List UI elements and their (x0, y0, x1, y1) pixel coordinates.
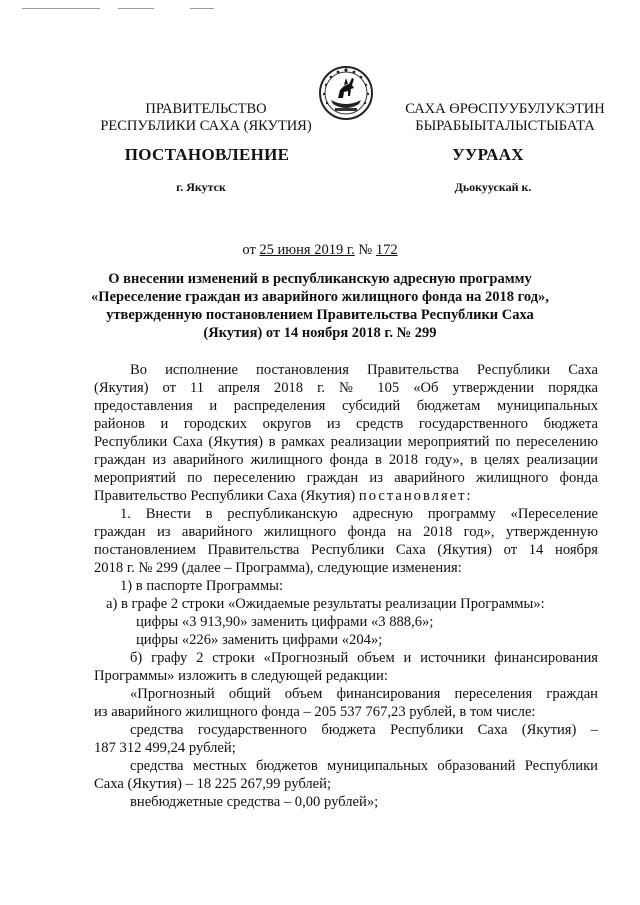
body-line: Программы» изложить в следующей редакции: (94, 668, 388, 684)
left-organization-name (78, 101, 334, 135)
body-line: Республики Саха (Якутия) в рамках реализации мероприятий по переселению (94, 434, 598, 450)
body-line: граждан из аварийного жилищного фонда на 2018 год», утвержденную (94, 524, 598, 540)
scan-artifact-line (22, 8, 100, 9)
date-prefix: от (242, 242, 260, 258)
scan-artifact-line (118, 8, 154, 9)
body-line: граждан из аварийного жилищного фонда в 2018 году», в целях реализации (94, 452, 598, 468)
city-yakut: Дьокуускай к. (454, 180, 532, 194)
body-line: а) в графе 2 строки «Ожидаемые результаты реализации Программы»: (106, 596, 545, 612)
subject-line: О внесении изменений в республиканскую адресную программу (108, 271, 532, 287)
subject-line: утвержденную постановлением Правительства Республики Саха (106, 307, 534, 323)
body-line: постановлением Правительства Республики Саха (Якутия) от 14 ноября (94, 542, 598, 558)
doc-type-yakut: УУРААХ (452, 145, 524, 164)
left-org-line: РЕСПУБЛИКИ САХА (ЯКУТИЯ) (100, 118, 312, 134)
body-line: б) графу 2 строки «Прогнозный объем и источники финансирования (130, 650, 598, 666)
body-line: 2018 г. № 299 (далее – Программа), следующие изменения: (94, 560, 462, 576)
right-org-line: САХА ӨРӨСПУУБУЛУКЭТИН (405, 101, 605, 117)
doc-type-russian: ПОСТАНОВЛЕНИЕ (124, 145, 290, 164)
body-line: 187 312 499,24 рублей; (94, 740, 236, 756)
body-line: районов и городских округов из средств государственного бюджета (94, 416, 598, 432)
document-subject (0, 270, 640, 342)
left-org-line: ПРАВИТЕЛЬСТВО (145, 101, 267, 117)
body-line: (Якутия) от 11 апреля 2018 г. № 105 «Об утверждении порядка (94, 380, 598, 396)
body-line: средства государственного бюджета Республики Саха (Якутия) – (130, 722, 598, 738)
city-russian: г. Якутск (176, 180, 226, 194)
body-line: цифры «3 913,90» заменить цифрами «3 888,6»; (136, 614, 434, 630)
right-org-line: БЫРАБЫЫТАЛЫСТЫБАТА (415, 118, 595, 134)
body-line: из аварийного жилищного фонда – 205 537 767,23 рублей, в том числе: (94, 704, 536, 720)
document-date: 25 июня 2019 г. (259, 242, 355, 258)
body-line: 1. Внести в республиканскую адресную программу «Переселение (120, 506, 598, 522)
subject-line: «Переселение граждан из аварийного жилищного фонда на 2018 год», (91, 289, 549, 305)
body-line: мероприятий по переселению граждан из аварийного жилищного фонда (94, 470, 598, 486)
body-line (94, 487, 598, 505)
coat-of-arms-emblem (318, 64, 374, 122)
right-organization-name (378, 101, 632, 135)
number-prefix: № (354, 242, 376, 258)
decree-word: постановляет: (358, 488, 473, 504)
document-body (94, 361, 598, 811)
body-line: цифры «226» заменить цифрами «204»; (136, 632, 383, 648)
body-line: 1) в паспорте Программы: (120, 578, 284, 594)
subject-line: (Якутия) от 14 ноября 2018 г. № 299 (203, 325, 437, 341)
government-name: Правительство Республики Саха (Якутия) (94, 488, 356, 504)
document-date-number (0, 242, 640, 259)
coat-of-arms-icon (318, 64, 374, 122)
body-line: Во исполнение постановления Правительства Республики Саха (130, 362, 598, 378)
document-number: 172 (375, 242, 398, 258)
body-line: «Прогнозный общий объем финансирования переселения граждан (130, 686, 598, 702)
body-line: предоставления и распределения субсидий бюджетам муниципальных (94, 398, 598, 414)
body-line: средства местных бюджетов муниципальных образований Республики (130, 758, 598, 774)
body-line: Саха (Якутия) – 18 225 267,99 рублей; (94, 776, 332, 792)
scan-artifact-line (190, 8, 214, 9)
body-line: внебюджетные средства – 0,00 рублей»; (130, 794, 379, 810)
